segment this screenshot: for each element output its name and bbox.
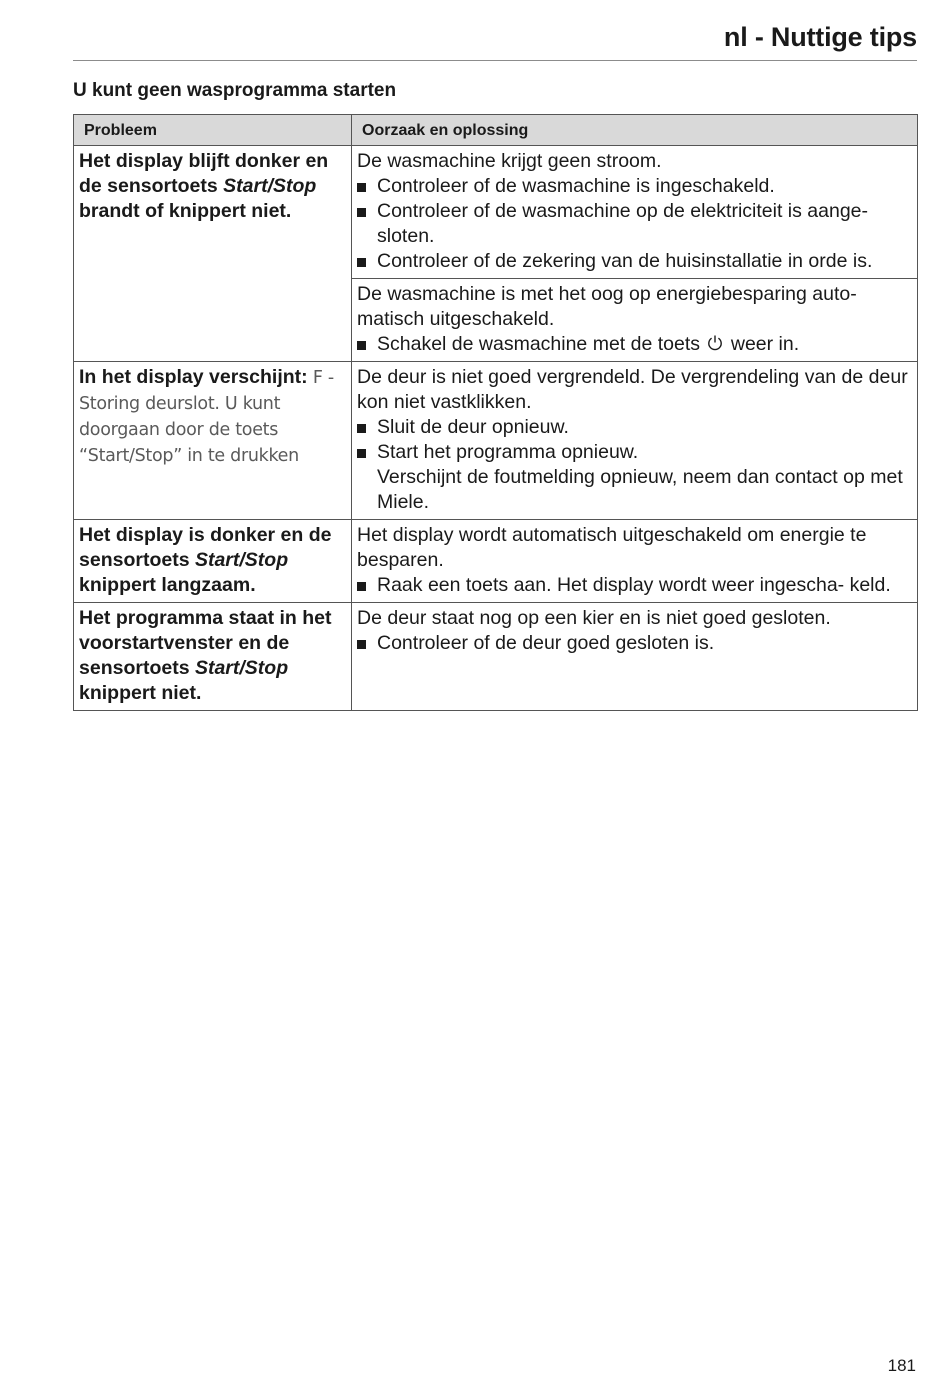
troubleshooting-table bbox=[73, 114, 918, 711]
problem-text: Het display blijft donker en de sensortoets Start/Stop brandt of knippert niet. bbox=[79, 150, 329, 222]
solution-cell bbox=[352, 146, 918, 279]
square-bullet-icon bbox=[357, 258, 366, 267]
cause-text: De wasmachine is met het oog op energiebesparing auto- matisch uitgeschakeld. bbox=[357, 283, 857, 330]
cause-text: De wasmachine krijgt geen stroom. bbox=[357, 150, 662, 172]
square-bullet-icon bbox=[357, 341, 366, 350]
solution-cell bbox=[352, 520, 918, 603]
table-row bbox=[74, 520, 918, 603]
table-row bbox=[74, 603, 918, 711]
cause-text: De deur staat nog op een kier en is niet goed gesloten. bbox=[357, 607, 831, 629]
solution-bullet: Controleer of de wasmachine is ingeschakeld. bbox=[357, 174, 912, 199]
column-header-solution: Oorzaak en oplossing bbox=[352, 115, 918, 146]
problem-text: Het programma staat in het voorstartvenster en de sensortoets Start/Stop knippert niet. bbox=[79, 607, 332, 704]
square-bullet-icon bbox=[357, 582, 366, 591]
display-message: F -Storing deurslot. U kunt doorgaan door de toets “Start/Stop” in te drukken bbox=[79, 368, 334, 466]
table-header-row bbox=[74, 115, 918, 146]
solution-bullet: Sluit de deur opnieuw. bbox=[357, 415, 912, 440]
solution-cell bbox=[352, 603, 918, 711]
column-header-problem: Probleem bbox=[74, 115, 352, 146]
problem-label: In het display verschijnt: bbox=[79, 366, 308, 388]
problem-cell bbox=[74, 520, 352, 603]
square-bullet-icon bbox=[357, 424, 366, 433]
solution-bullet: Start het programma opnieuw. bbox=[357, 440, 912, 465]
power-icon bbox=[707, 334, 723, 352]
page-header-title: nl - Nuttige tips bbox=[723, 22, 917, 52]
key-name: Start/Stop bbox=[194, 657, 289, 679]
solution-bullet: Controleer of de wasmachine op de elektriciteit is aange- sloten. bbox=[357, 199, 912, 249]
page-number: 181 bbox=[887, 1356, 916, 1375]
square-bullet-icon bbox=[357, 640, 366, 649]
problem-cell bbox=[74, 146, 352, 362]
solution-bullet: Controleer of de deur goed gesloten is. bbox=[357, 631, 912, 656]
solution-bullet: Raak een toets aan. Het display wordt weer ingescha- keld. bbox=[357, 573, 912, 598]
solution-cell bbox=[352, 279, 918, 362]
solution-note: Verschijnt de foutmelding opnieuw, neem dan contact op met Miele. bbox=[377, 466, 903, 513]
page-header bbox=[73, 18, 917, 61]
key-name: Start/Stop bbox=[194, 549, 289, 571]
solution-bullet: Schakel de wasmachine met de toets weer in. bbox=[357, 332, 912, 357]
cause-text: De deur is niet goed vergrendeld. De vergrendeling van de deur kon niet vastklikken. bbox=[357, 366, 908, 413]
section-title: U kunt geen wasprogramma starten bbox=[73, 80, 397, 101]
problem-cell bbox=[74, 603, 352, 711]
key-name: Start/Stop bbox=[223, 175, 317, 197]
solution-bullet: Controleer of de zekering van de huisinstallatie in orde is. bbox=[357, 249, 912, 274]
table-row bbox=[74, 362, 918, 520]
square-bullet-icon bbox=[357, 208, 366, 217]
problem-cell bbox=[74, 362, 352, 520]
problem-text: Het display is donker en de sensortoets Start/Stop knippert langzaam. bbox=[79, 524, 332, 596]
square-bullet-icon bbox=[357, 449, 366, 458]
solution-cell bbox=[352, 362, 918, 520]
cause-text: Het display wordt automatisch uitgeschakeld om energie te besparen. bbox=[357, 524, 867, 571]
square-bullet-icon bbox=[357, 183, 366, 192]
table-row bbox=[74, 146, 918, 279]
